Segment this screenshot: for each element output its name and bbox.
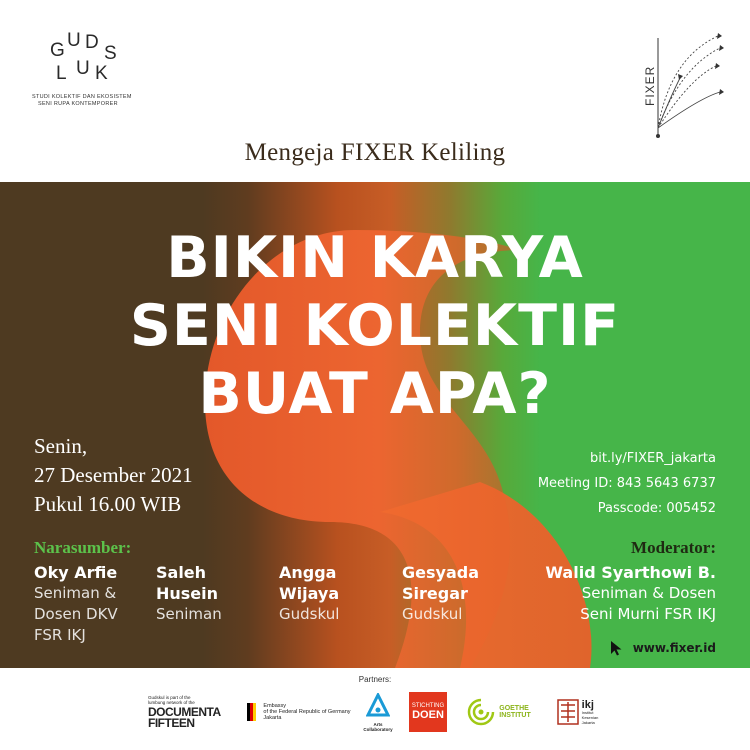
- poster-band: [0, 182, 750, 668]
- cursor-icon: [609, 640, 625, 656]
- goethe-text: GOETHE: [499, 705, 529, 712]
- speaker-role: Seniman: [156, 605, 222, 623]
- documenta-wordmark: FIFTEEN: [148, 716, 195, 730]
- headline-line: BIKIN KARYA: [166, 225, 584, 291]
- partner-stichting-doen: [408, 690, 448, 734]
- logo-letter: S: [104, 43, 117, 64]
- meeting-info: [538, 446, 716, 521]
- fixer-arrows-icon: [640, 28, 730, 142]
- moderator-role: Seniman & Dosen: [581, 584, 716, 602]
- arts-collab-text: Collaboratory: [363, 726, 393, 732]
- goethe-text: INSTITUT: [499, 712, 531, 719]
- event-day: Senin,: [34, 434, 88, 458]
- speaker-role: FSR IKJ: [34, 626, 86, 644]
- speaker-card: [402, 562, 479, 625]
- fixer-logo: [640, 28, 730, 142]
- speaker-card: [34, 562, 118, 646]
- gudskul-tagline: STUDI KOLEKTIF DAN EKOSISTEM: [32, 94, 132, 100]
- moderator-name: Walid Syarthowi B.: [545, 563, 716, 582]
- meeting-passcode: Passcode: 005452: [597, 501, 716, 516]
- ikj-text: ikj: [581, 698, 594, 711]
- embassy-logo: [247, 703, 350, 721]
- partner-goethe-institut: [463, 690, 535, 734]
- doen-logo: [409, 692, 447, 732]
- meeting-link[interactable]: bit.ly/FIXER_jakarta: [590, 451, 716, 466]
- headline: [0, 224, 750, 428]
- gudskul-tagline: SENI RUPA KONTEMPORER: [38, 101, 118, 107]
- speaker-name: Gesyada: [402, 563, 479, 582]
- ikj-text: Jakarta: [581, 719, 595, 725]
- speaker-name: Saleh: [156, 563, 207, 582]
- partner-ikj: [550, 690, 605, 734]
- goethe-rings-icon: [467, 698, 495, 726]
- logo-letter: D: [85, 32, 99, 53]
- goethe-logo: [467, 698, 531, 726]
- speaker-name: Angga: [279, 563, 337, 582]
- speaker-role: Dosen DKV: [34, 605, 118, 623]
- speaker-name: Wijaya: [279, 584, 340, 603]
- logo-letter: U: [76, 58, 90, 79]
- ikj-logo: [557, 699, 599, 725]
- headline-line: BUAT APA?: [198, 361, 552, 427]
- speaker-role: Gudskul: [402, 605, 463, 623]
- embassy-text: of the Federal Republic of Germany: [263, 709, 351, 715]
- documenta-note: Gudskul is part of the: [148, 695, 191, 700]
- speaker-card: [279, 562, 339, 625]
- headline-line: SENI KOLEKTIF: [129, 293, 621, 359]
- header: [0, 0, 750, 182]
- documenta-wordmark: DOCUMENTA: [148, 705, 221, 719]
- ikj-text: Kesenian: [581, 714, 599, 720]
- event-date: [34, 432, 193, 519]
- speaker-card: [156, 562, 222, 625]
- speakers-label: Narasumber:: [34, 538, 132, 557]
- partner-arts-collaboratory: [360, 690, 396, 734]
- fixer-logo-text: FIXER: [643, 65, 657, 106]
- ikj-text: Institut: [581, 709, 594, 715]
- doen-text: DOEN: [412, 709, 444, 721]
- moderator-label: Moderator:: [631, 538, 716, 557]
- arts-collaboratory-logo: [363, 693, 392, 732]
- moderator-role: Seni Murni FSR IKJ: [580, 605, 716, 623]
- event-series-title: Mengeja FIXER Keliling: [244, 139, 506, 166]
- triangle-icon: [366, 693, 390, 717]
- eagle-icon: [247, 703, 259, 721]
- ikj-emblem-icon: [557, 699, 579, 725]
- embassy-text: Jakarta: [263, 715, 282, 721]
- gudskul-logo: [32, 30, 152, 112]
- moderator-card: [545, 562, 716, 625]
- website-url[interactable]: www.fixer.id: [632, 641, 716, 655]
- event-full-date: 27 Desember 2021: [34, 463, 193, 487]
- logo-letter: G: [50, 40, 65, 61]
- event-time: Pukul 16.00 WIB: [34, 492, 182, 516]
- doen-text: STICHTING: [411, 703, 445, 709]
- gudskul-wordmark: [32, 30, 152, 90]
- logo-letter: U: [67, 30, 81, 51]
- partners-label: Partners:: [358, 675, 392, 684]
- speaker-role: Seniman &: [34, 584, 117, 602]
- arts-collab-text: Arts: [373, 721, 383, 727]
- partner-documenta-fifteen: [148, 690, 232, 734]
- logo-letter: K: [95, 63, 108, 84]
- documenta-logo: [148, 695, 232, 729]
- meeting-id: Meeting ID: 843 5643 6737: [537, 476, 716, 491]
- website-link[interactable]: [609, 640, 716, 656]
- speaker-name: Oky Arfie: [34, 563, 118, 582]
- embassy-text: Embassy: [263, 703, 287, 709]
- speaker-name: Husein: [156, 584, 219, 603]
- speaker-role: Gudskul: [279, 605, 340, 623]
- speaker-name: Siregar: [402, 584, 468, 603]
- logo-letter: L: [56, 63, 67, 84]
- documenta-note: lumbung network of the: [148, 700, 195, 705]
- partner-german-embassy: [244, 690, 354, 734]
